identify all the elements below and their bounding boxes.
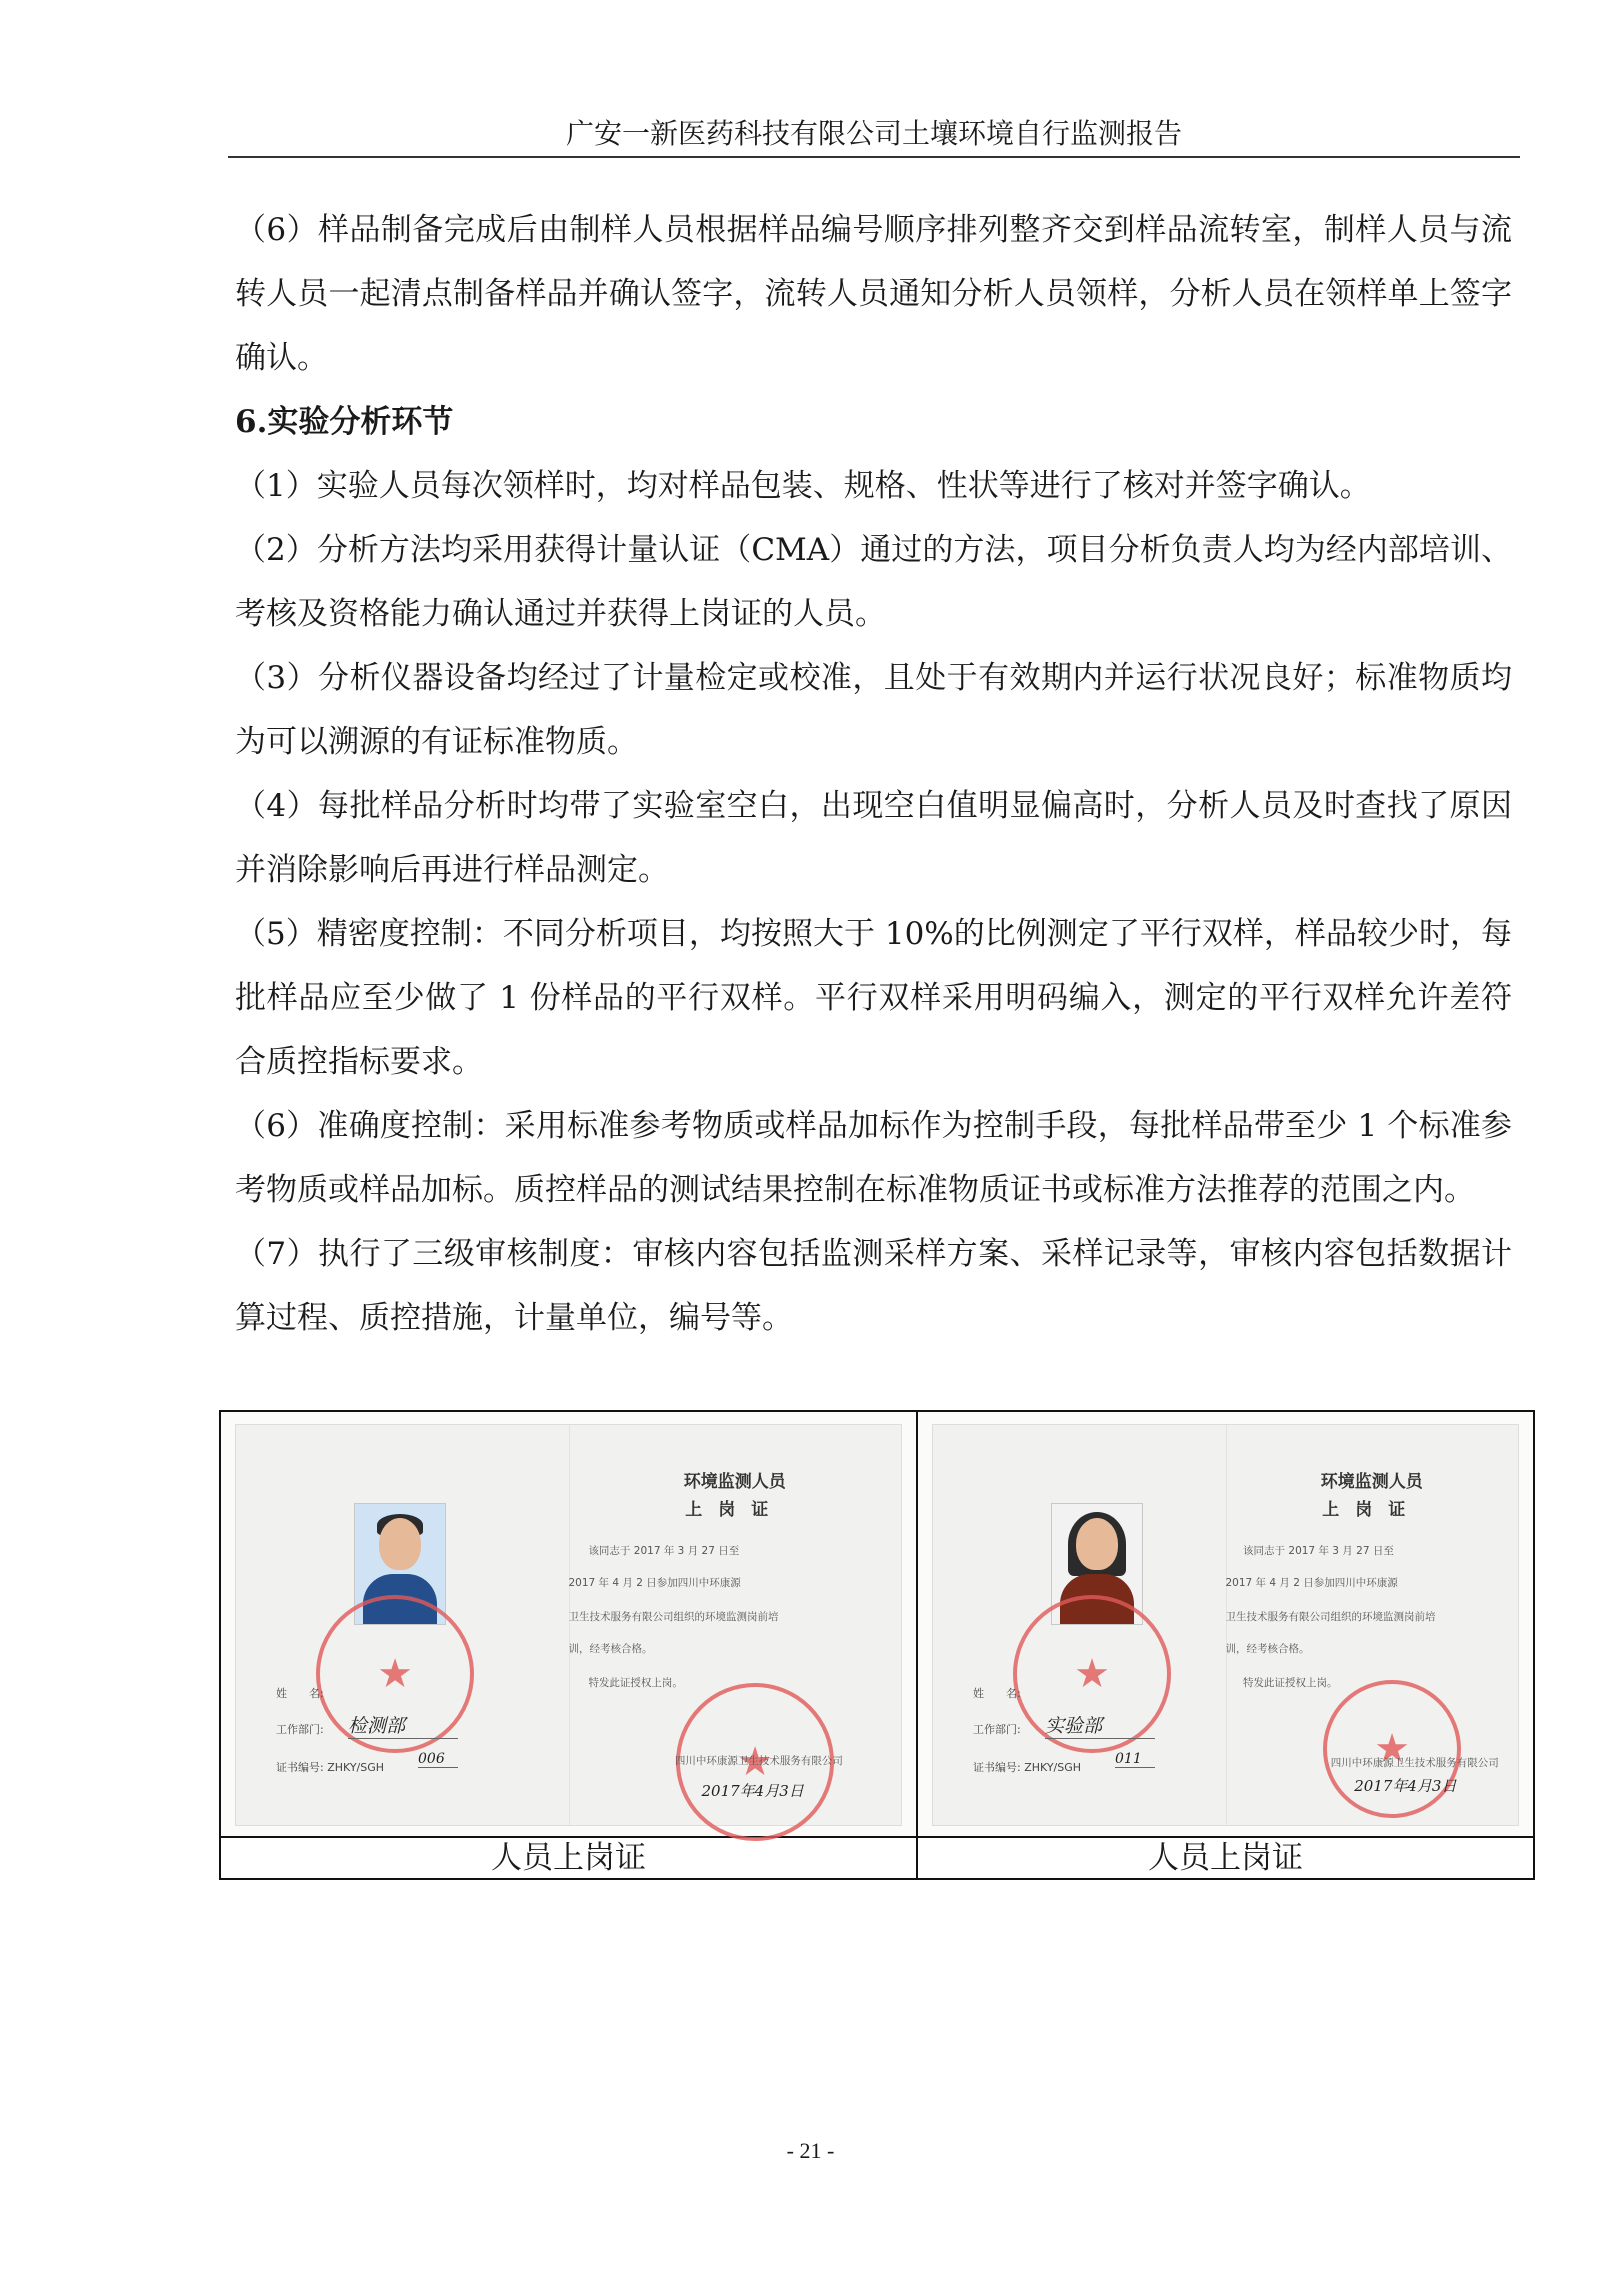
red-seal-icon: ★: [676, 1683, 834, 1841]
body-paragraph: （5）精密度控制：不同分析项目，均按照大于 10%的比例测定了平行双样，样品较少时，每批样品应至少做了 1 份样品的平行双样。平行双样采用明码编入，测定的平行双样允许差符合质控指标要求。: [235, 916, 1512, 1080]
certificate-text: 训，经考核合格。: [1225, 1643, 1310, 1655]
certificate-text: 该同志于 2017 年 3 月 27 日至: [1243, 1545, 1394, 1557]
body-paragraph: （3）分析仪器设备均经过了计量检定或校准，且处于有效期内并运行状况良好；标准物质均为可以溯源的有证标准物质。: [235, 660, 1512, 760]
certificate-number-label: 证书编号: ZHKY/SGH: [973, 1761, 1082, 1774]
body-paragraph: （6）准确度控制：采用标准参考物质或样品加标作为控制手段，每批样品带至少 1 个标准参考物质或样品加标。质控样品的测试结果控制在标准物质证书或标准方法推荐的范围之内。: [235, 1108, 1512, 1208]
certificate-text: 训，经考核合格。: [568, 1643, 653, 1655]
department-label: 工作部门:: [973, 1723, 1021, 1736]
issue-date: 2017年4月3日: [701, 1782, 804, 1800]
name-label: 姓 名:: [276, 1687, 324, 1700]
body-paragraph: （6）样品制备完成后由制样人员根据样品编号顺序排列整齐交到样品流转室，制样人员与流转人员一起清点制备样品并确认签字，流转人员通知分析人员领样，分析人员在领样单上签字确认。: [235, 212, 1512, 376]
red-seal-icon: ★: [1013, 1595, 1171, 1753]
issuer-name: 四川中环康源卫生技术服务有限公司: [1330, 1757, 1499, 1769]
certificate-text: 2017 年 4 月 2 日参加四川中环康源: [1225, 1577, 1398, 1589]
fold-line: [569, 1425, 570, 1825]
certificate-subtitle: 上岗证: [1322, 1500, 1422, 1520]
certificate-text: 卫生技术服务有限公司组织的环境监测岗前培: [1225, 1611, 1436, 1623]
body-paragraph: （4）每批样品分析时均带了实验室空白，出现空白值明显偏高时，分析人员及时查找了原因并消除影响后再进行样品测定。: [235, 788, 1512, 888]
report-body: [235, 198, 1512, 1350]
fold-line: [1226, 1425, 1227, 1825]
certificate-text: 卫生技术服务有限公司组织的环境监测岗前培: [568, 1611, 779, 1623]
page-number: - 21 -: [786, 2138, 835, 2163]
certificate-text: 2017 年 4 月 2 日参加四川中环康源: [568, 1577, 741, 1589]
certificate-image: [235, 1424, 902, 1826]
name-label: 姓 名:: [973, 1687, 1021, 1700]
department-value: 实验部: [1045, 1711, 1155, 1739]
department-value: 检测部: [348, 1711, 458, 1739]
certificate-image: [932, 1424, 1519, 1826]
certificate-image-cell: [221, 1412, 918, 1838]
issue-date: 2017年4月3日: [1354, 1777, 1457, 1795]
certificate-title: 环境监测人员: [683, 1472, 786, 1492]
certificate-text: 特发此证授权上岗。: [588, 1677, 683, 1689]
certificate-image-cell: [918, 1412, 1533, 1838]
certificate-table: [219, 1410, 1535, 1880]
certificate-caption: 人员上岗证: [221, 1838, 918, 1878]
page-header: 广安一新医药科技有限公司土壤环境自行监测报告: [228, 112, 1520, 158]
section-title: 6.实验分析环节: [235, 404, 454, 440]
body-paragraph: （2）分析方法均采用获得计量认证（CMA）通过的方法，项目分析负责人均为经内部培训、考核及资格能力确认通过并获得上岗证的人员。: [235, 532, 1512, 632]
certificate-caption: 人员上岗证: [1148, 1840, 1303, 1876]
body-paragraph: （7）执行了三级审核制度：审核内容包括监测采样方案、采样记录等，审核内容包括数据计算过程、质控措施，计量单位，编号等。: [235, 1236, 1512, 1336]
body-paragraph: （1）实验人员每次领样时，均对样品包装、规格、性状等进行了核对并签字确认。: [235, 468, 1371, 504]
certificate-title: 环境监测人员: [1320, 1472, 1423, 1492]
certificate-number-label: 证书编号: ZHKY/SGH: [276, 1761, 385, 1774]
certificate-number-value: 011: [1115, 1751, 1155, 1768]
red-seal-icon: ★: [316, 1595, 474, 1753]
certificate-subtitle: 上岗证: [685, 1500, 785, 1520]
certificate-text: 该同志于 2017 年 3 月 27 日至: [588, 1545, 740, 1557]
red-seal-icon: ★: [1323, 1680, 1461, 1818]
department-label: 工作部门:: [276, 1723, 324, 1736]
certificate-number-value: 006: [418, 1751, 458, 1768]
certificate-text: 特发此证授权上岗。: [1243, 1677, 1338, 1689]
issuer-name: 四川中环康源卫生技术服务有限公司: [674, 1755, 843, 1767]
